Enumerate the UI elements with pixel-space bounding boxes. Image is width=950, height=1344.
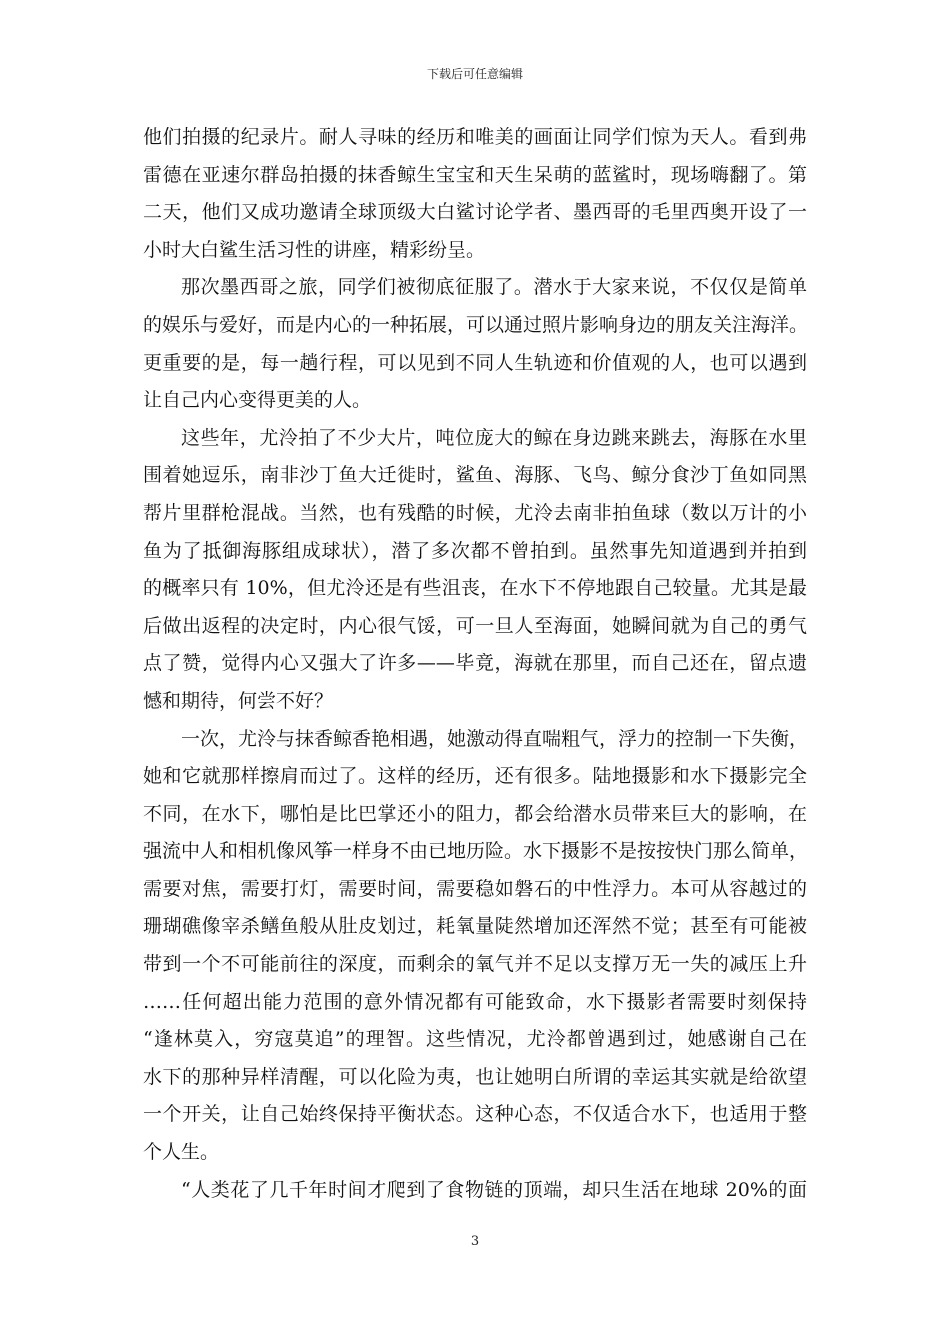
text-line: 这些年，尤泠拍了不少大片，吨位庞大的鲸在身边跳来跳去，海豚在水里 — [181, 426, 807, 449]
text-line: 二天，他们又成功邀请全球顶级大白鲨讨论学者、墨西哥的毛里西奥开设了一 — [143, 201, 807, 224]
text-line: 更重要的是，每一趟行程，可以见到不同人生轨迹和价值观的人，也可以遇到 — [143, 351, 807, 374]
page-header: 下载后可任意编辑 — [426, 67, 523, 81]
text-line: 的概率只有 10%，但尤泠还是有些沮丧，在水下不停地跟自己较量。尤其是最 — [143, 577, 807, 600]
text-line: 点了赞，觉得内心又强大了许多——毕竟，海就在那里，而自己还在，留点遗 — [143, 652, 807, 675]
text-line: 强流中人和相机像风筝一样身不由已地历险。水下摄影不是按按快门那么简单， — [143, 840, 809, 863]
page-number: 3 — [470, 1234, 480, 1249]
paragraph — [143, 420, 807, 721]
text-line: “人类花了几千年时间才爬到了食物链的顶端，却只生活在地球 20%的面 — [181, 1178, 807, 1201]
text-line: 围着她逗乐，南非沙丁鱼大迁徙时，鲨鱼、海豚、飞鸟、鲸分食沙丁鱼如同黑 — [143, 464, 807, 487]
text-line: 一次，尤泠与抹香鲸香艳相遇，她激动得直喘粗气，浮力的控制一下失衡， — [181, 727, 809, 750]
paragraph — [143, 119, 807, 269]
text-line: 水下的那种异样清醒，可以化险为夷，也让她明白所谓的幸运其实就是给欲望 — [143, 1065, 807, 1088]
paragraph — [143, 721, 807, 1172]
document-body — [143, 119, 807, 1209]
text-line: 需要对焦，需要打灯，需要时间，需要稳如磐石的中性浮力。本可从容越过的 — [143, 877, 807, 900]
text-line: 后做出返程的决定时，内心很气馁，可一旦人至海面，她瞬间就为自己的勇气 — [143, 614, 807, 637]
paragraph — [143, 269, 807, 419]
paragraph — [143, 1172, 807, 1210]
text-line: 雷德在亚速尔群岛拍摄的抹香鲸生宝宝和天生呆萌的蓝鲨时，现场嗨翻了。第 — [143, 163, 807, 186]
text-line: 一个开关，让自己始终保持平衡状态。这种心态，不仅适合水下，也适用于整 — [143, 1103, 807, 1126]
text-line: 那次墨西哥之旅，同学们被彻底征服了。潜水于大家来说，不仅仅是简单 — [181, 276, 807, 299]
text-line: 他们拍摄的纪录片。耐人寻味的经历和唯美的画面让同学们惊为天人。看到弗 — [143, 126, 807, 148]
text-line: 她和它就那样擦肩而过了。这样的经历，还有很多。陆地摄影和水下摄影完全 — [143, 765, 807, 788]
text-line: 憾和期待，何尝不好？ — [143, 689, 334, 712]
text-line: 不同，在水下，哪怕是比巴掌还小的阻力，都会给潜水员带来巨大的影响，在 — [143, 802, 807, 825]
text-line: 珊瑚礁像宰杀鳝鱼般从肚皮划过，耗氧量陡然增加还浑然不觉；甚至有可能被 — [143, 915, 807, 938]
text-line: 让自己内心变得更美的人。 — [143, 389, 372, 412]
text-line: 帮片里群枪混战。当然，也有残酷的时候，尤泠去南非拍鱼球（数以万计的小 — [143, 501, 807, 524]
text-line: ……任何超出能力范围的意外情况都有可能致命，水下摄影者需要时刻保持 — [143, 990, 807, 1013]
text-line: 鱼为了抵御海豚组成球状），潜了多次都不曾拍到。虽然事先知道遇到并拍到 — [143, 539, 807, 562]
text-line: 带到一个不可能前往的深度，而剩余的氧气并不足以支撑万无一失的减压上升 — [143, 953, 807, 976]
text-line: “逢林莫入，穷寇莫追”的理智。这些情况，尤泠都曾遇到过，她感谢自己在 — [143, 1028, 807, 1051]
text-line: 的娱乐与爱好，而是内心的一种拓展，可以通过照片影响身边的朋友关注海洋。 — [143, 313, 809, 336]
text-line: 个人生。 — [143, 1141, 220, 1164]
text-line: 小时大白鲨生活习性的讲座，精彩纷呈。 — [143, 238, 486, 261]
